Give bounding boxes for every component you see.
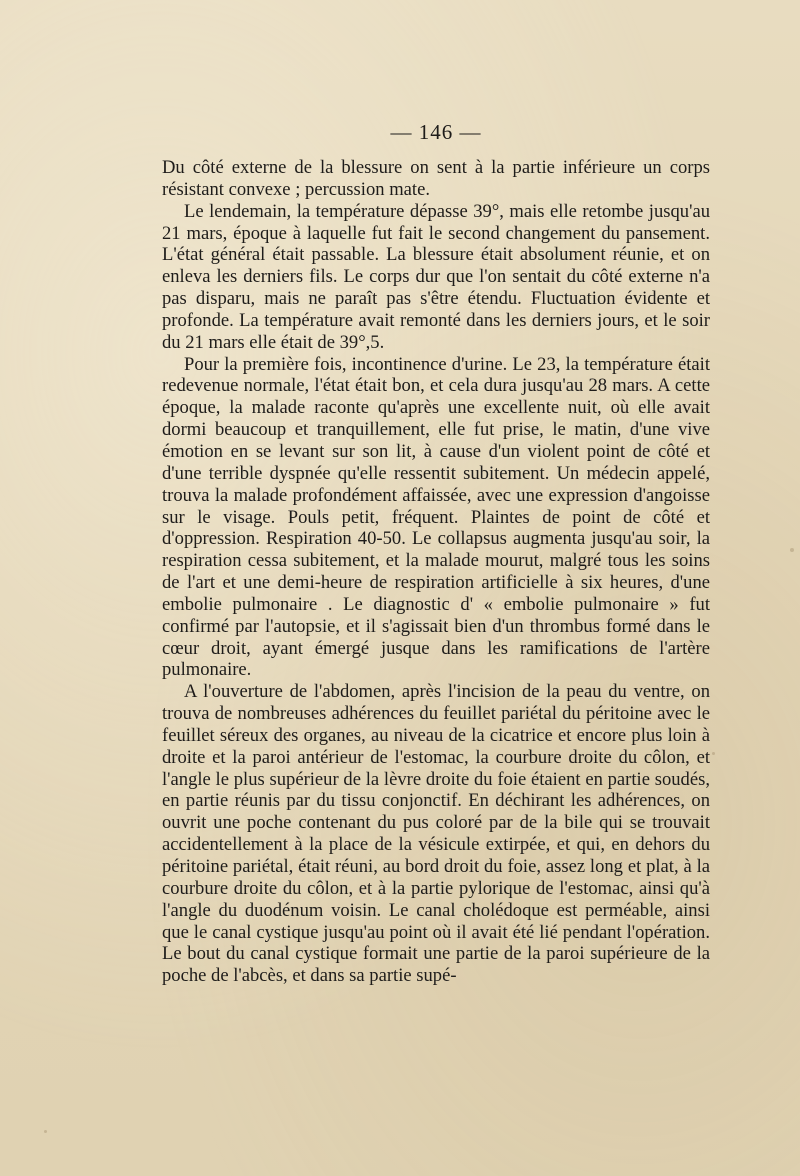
body-text [162, 157, 710, 987]
paragraph-4: A l'ouverture de l'abdomen, après l'incision de la peau du ventre, on trouva de nombreuses adhérences du feuillet pariétal du péritoine avec le feuillet séreux des organes, au niveau de la cicatrice et encore plus loin à droite et la paroi antérieur de l'estomac, la courbure droite du côlon, et l'angle le plus supérieur de la lèvre droite du foie étaient en partie soudés, en partie réunis par du tissu conjonctif. En déchirant les adhérences, on ouvrit une poche contenant du pus coloré par de la bile qui se trouvait accidentellement à la place de la vésicule extirpée, et qui, en dehors du péritoine pariétal, était réuni, au bord droit du foie, assez long et plat, à la courbure droite du côlon, et à la partie pylorique de l'estomac, ainsi qu'à l'angle du duodénum voisin. Le canal cholédoque est perméable, ainsi que le canal cystique jusqu'au point où il avait été lié pendant l'opération. Le bout du canal cystique formait une partie de la paroi supérieure de la poche de l'abcès, et dans sa partie supé- [162, 681, 710, 987]
paragraph-3: Pour la première fois, incontinence d'urine. Le 23, la température était redevenue normale, l'état était bon, et cela dura jusqu'au 28 mars. A cette époque, la malade raconte qu'après une excellente nuit, où elle avait dormi beaucoup et tranquillement, elle fut prise, le matin, d'une vive émotion en se levant sur son lit, à cause d'un violent point de côté et d'une terrible dyspnée qu'elle ressentit subitement. Un médecin appelé, trouva la malade profondément affaissée, avec une expression d'angoisse sur le visage. Pouls petit, fréquent. Plaintes de point de côté et d'oppression. Respiration 40-50. Le collapsus augmenta jusqu'au soir, la respiration cessa subitement, et la malade mourut, malgré tous les soins de l'art et une demi-heure de respiration artificielle à six heures, d'une embolie pulmonaire . Le diagnostic d' « embolie pulmonaire » fut confirmé par l'autopsie, et il s'agissait bien d'un thrombus formé dans le cœur droit, ayant émergé jusque dans les ramifications de l'artère pulmonaire. [162, 353, 710, 681]
paragraph-2: Le lendemain, la température dépasse 39°, mais elle retombe jusqu'au 21 mars, époque à laquelle fut fait le second changement du pansement. L'état général était passable. La blessure était absolument réunie, et on enleva les derniers fils. Le corps dur que l'on sentait du côté externe n'a pas disparu, mais ne paraît pas s'être étendu. Fluctuation évidente et profonde. La température avait remonté dans les derniers jours, et le soir du 21 mars elle était de 39°,5. [162, 200, 710, 353]
paper-spot [712, 752, 715, 755]
paper-spot [790, 548, 794, 552]
paper-spot [44, 1130, 47, 1133]
page-number: — 146 — [390, 120, 482, 144]
paragraph-1: Du côté externe de la blessure on sent à la partie inférieure un corps résistant convexe ; percussion mate. [162, 157, 710, 200]
